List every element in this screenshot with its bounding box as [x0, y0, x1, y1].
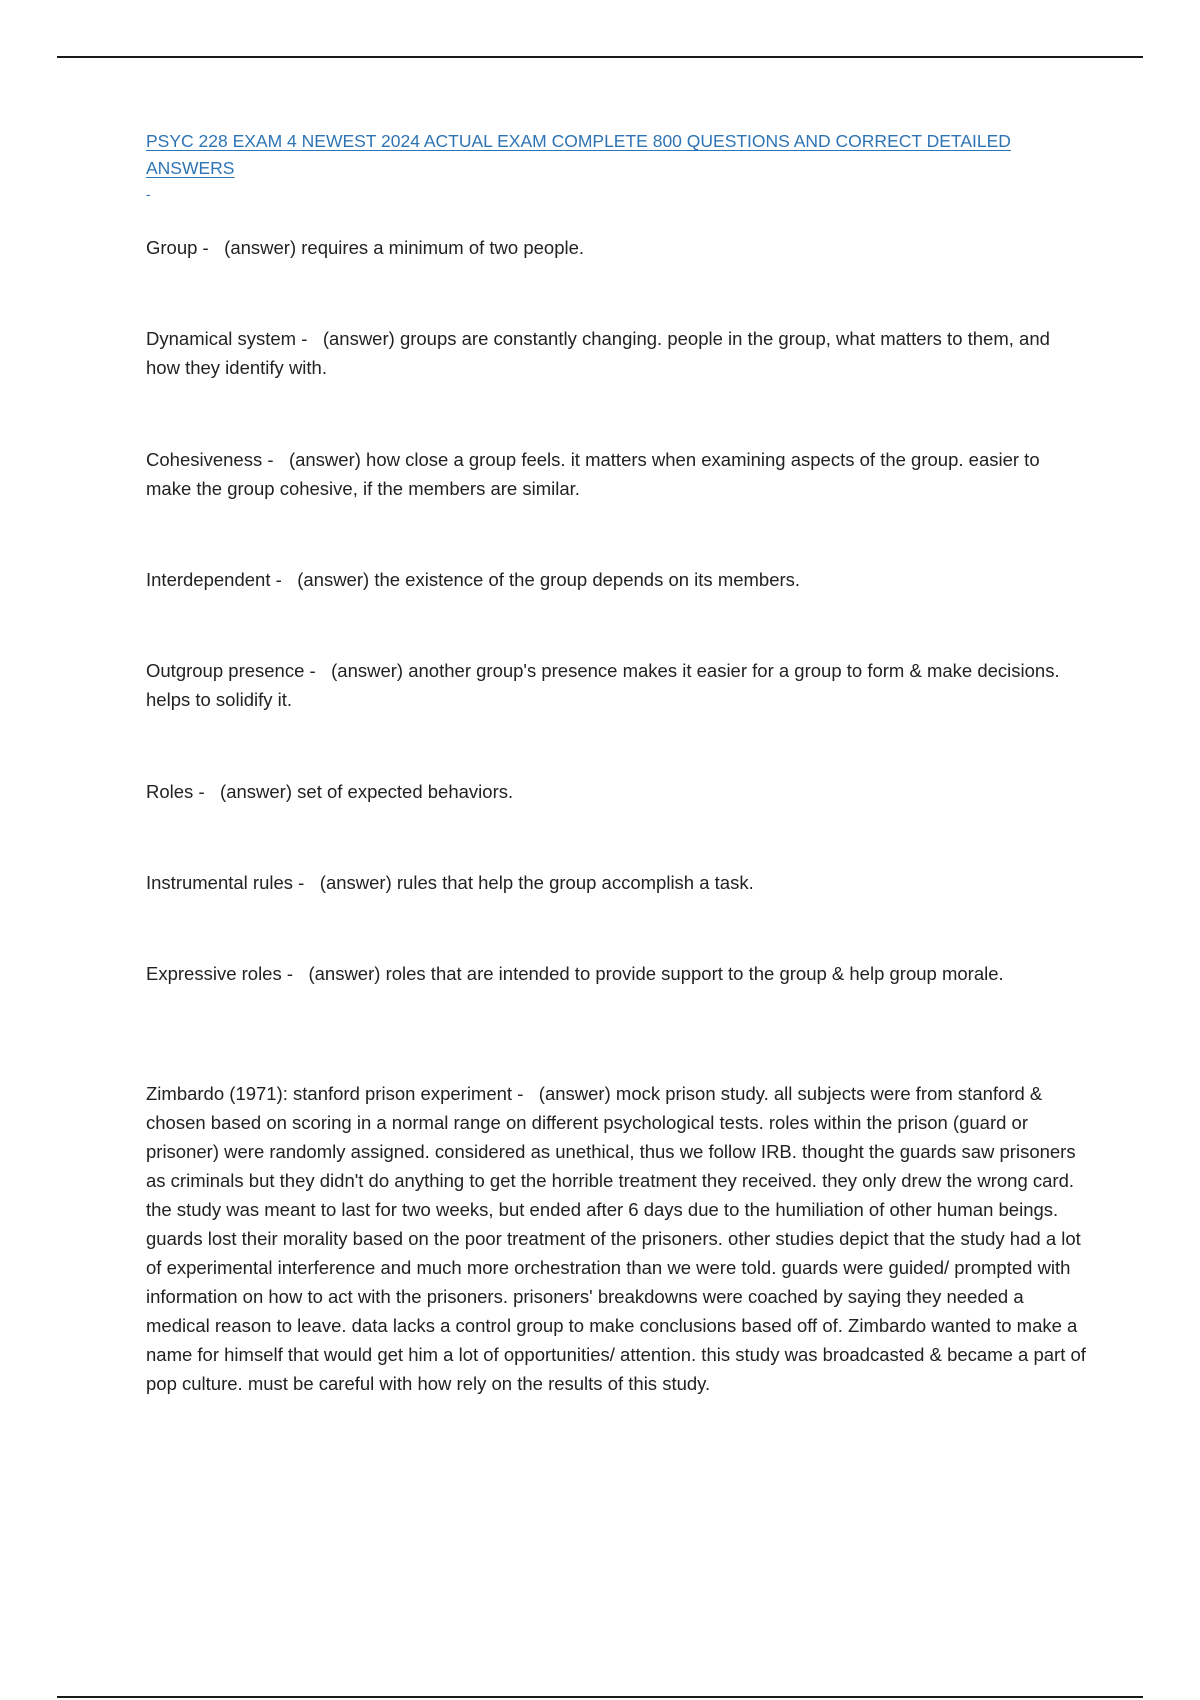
entry-definition: how close a group feels. it matters when examining aspects of the group. easier to make the group cohesive, if the members are similar.	[146, 449, 1040, 499]
entry-separator: -	[262, 449, 289, 470]
entry-term: Zimbardo (1971): stanford prison experiment	[146, 1083, 513, 1104]
entry-definition: mock prison study. all subjects were from stanford & chosen based on scoring in a normal range on different psychological tests. roles within the prison (guard or prisoner) were randomly assigned. considered as unethical, thus we follow IRB. thought the guards saw prisoners as criminals but they didn't do anything to get the horrible treatment they received. they only drew the wrong card. the study was meant to last for two weeks, but ended after 6 days due to the humiliation of other human beings. guards lost their morality based on the poor treatment of the prisoners. other studies depict that the study had a lot of experimental interference and much more orchestration than we were told. guards were guided/ prompted with information on how to act with the prisoners. prisoners' breakdowns were coached by saying they needed a medical reason to leave. data lacks a control group to make conclusions based off of. Zimbardo wanted to make a name for himself that would get him a lot of opportunities/ attention. this study was broadcasted & became a part of pop culture. must be careful with how rely on the results of this study.	[146, 1083, 1086, 1394]
entry-term: Expressive roles	[146, 963, 282, 984]
title-dash: -	[146, 186, 151, 202]
entry-separator: -	[512, 1083, 539, 1104]
document-body	[146, 128, 1086, 1394]
answer-tag: (answer)	[538, 1083, 611, 1104]
document-title-link[interactable]: PSYC 228 EXAM 4 NEWEST 2024 ACTUAL EXAM COMPLETE 800 QUESTIONS AND CORRECT DETAILED ANSWERS	[146, 131, 1011, 178]
entry-separator: -	[296, 328, 323, 349]
answer-tag: (answer)	[308, 963, 381, 984]
entry-definition: roles that are intended to provide support to the group & help group morale.	[385, 963, 1004, 984]
answer-tag: (answer)	[297, 569, 370, 590]
answer-tag: (answer)	[220, 781, 293, 802]
entry-separator: -	[197, 237, 225, 258]
entry-definition: rules that help the group accomplish a task.	[396, 872, 754, 893]
bottom-divider	[57, 1696, 1143, 1698]
entry-definition: requires a minimum of two people.	[301, 237, 585, 258]
entry-definition: the existence of the group depends on its members.	[374, 569, 801, 590]
flashcard-entry	[146, 565, 1076, 594]
top-divider	[57, 56, 1143, 58]
entry-definition: another group's presence makes it easier for a group to form & make decisions. helps to solidify it.	[146, 660, 1060, 710]
answer-tag: (answer)	[331, 660, 404, 681]
entry-term: Dynamical system	[146, 328, 297, 349]
entry-separator: -	[293, 872, 320, 893]
flashcard-entry	[146, 445, 1076, 503]
flashcard-entry	[146, 868, 1076, 897]
entry-term: Group	[146, 237, 198, 258]
title-block	[146, 128, 1066, 182]
flashcard-entry	[146, 656, 1076, 714]
entry-term: Cohesiveness	[146, 449, 263, 470]
answer-tag: (answer)	[319, 872, 392, 893]
flashcard-entry	[146, 233, 1076, 262]
entry-separator: -	[281, 963, 309, 984]
flashcard-entry	[146, 324, 1076, 382]
entry-separator: -	[270, 569, 298, 590]
entry-separator: -	[193, 781, 221, 802]
entry-term: Outgroup presence	[146, 660, 305, 681]
answer-tag: (answer)	[322, 328, 395, 349]
entry-term: Roles	[146, 781, 194, 802]
flashcard-entry	[146, 777, 1076, 806]
flashcard-entry	[146, 959, 1076, 988]
entry-definition: groups are constantly changing. people in the group, what matters to them, and how they identify with.	[146, 328, 1050, 378]
entry-definition: set of expected behaviors.	[297, 781, 514, 802]
entry-term: Interdependent	[146, 569, 271, 590]
entry-term: Instrumental rules	[146, 872, 294, 893]
answer-tag: (answer)	[288, 449, 361, 470]
entry-separator: -	[304, 660, 332, 681]
answer-tag: (answer)	[224, 237, 297, 258]
flashcard-entry	[146, 1079, 1091, 1398]
